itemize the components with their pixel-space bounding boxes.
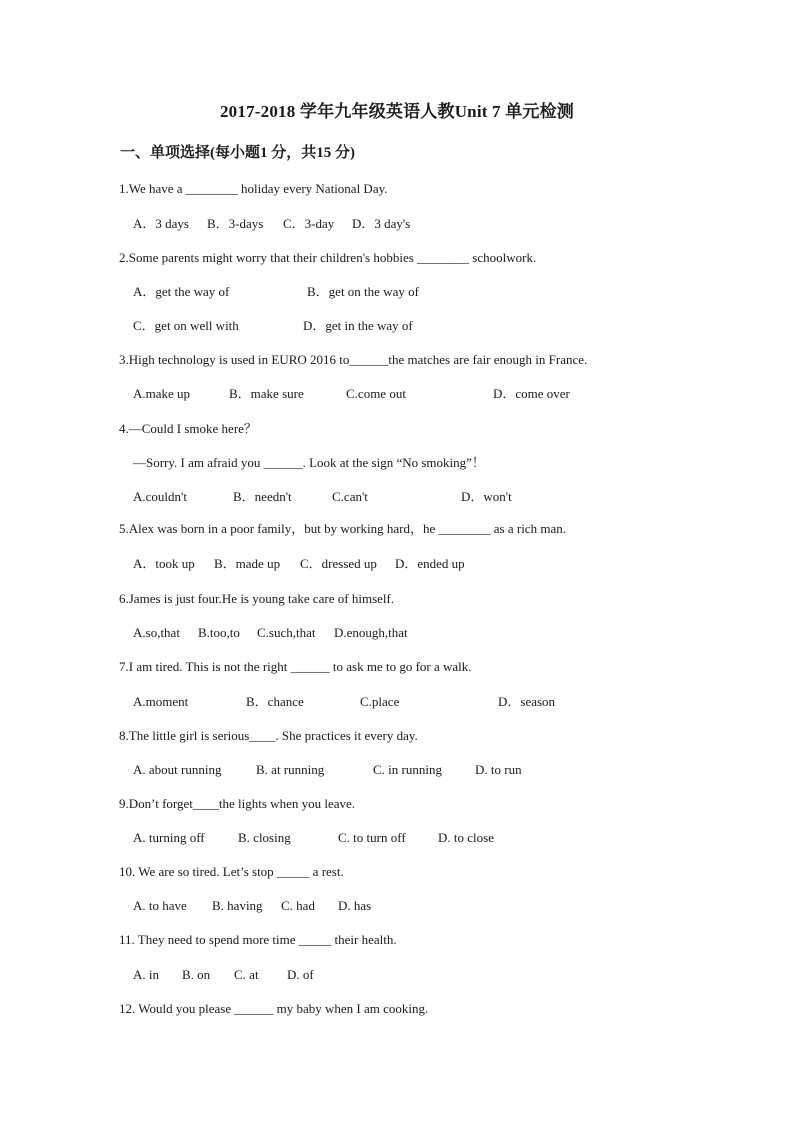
question-2-option-c: C．get on well with xyxy=(133,318,239,333)
question-2-option-b: B．get on the way of xyxy=(307,284,419,299)
question-8-option-d: D. to run xyxy=(475,762,522,777)
question-11-option-d: D. of xyxy=(287,967,314,982)
question-12-stem: 12. Would you please ______ my baby when I am cooking. xyxy=(119,1001,429,1016)
question-3-option-c: C.come out xyxy=(346,386,406,401)
question-4-option-b: B．needn't xyxy=(233,489,292,504)
question-5-option-b: B．made up xyxy=(214,556,281,571)
question-6-option-d: D.enough,that xyxy=(334,625,408,640)
question-5-option-a: A．took up xyxy=(133,556,195,571)
page-title: 2017-2018 学年九年级英语人教Unit 7 单元检测 xyxy=(219,102,575,121)
question-2-option-d: D．get in the way of xyxy=(303,318,413,333)
question-4-option-c: C.can't xyxy=(332,489,368,504)
question-11-stem: 11. They need to spend more time _____ their health. xyxy=(119,932,397,947)
question-1-option-d: D．3 day's xyxy=(352,216,411,231)
question-11-option-c: C. at xyxy=(234,967,259,982)
question-7-option-d: D．season xyxy=(498,694,556,709)
question-7-option-a: A.moment xyxy=(133,694,189,709)
question-10-option-d: D. has xyxy=(338,898,372,913)
question-9-stem: 9.Don’t forget____the lights when you leave. xyxy=(119,796,356,811)
question-5-option-d: D．ended up xyxy=(395,556,465,571)
question-10-option-c: C. had xyxy=(281,898,315,913)
question-11-option-b: B. on xyxy=(182,967,211,982)
question-2-option-a: A．get the way of xyxy=(133,284,230,299)
question-7-stem: 7.I am tired. This is not the right ______ to ask me to go for a walk. xyxy=(119,659,472,674)
question-3-option-d: D．come over xyxy=(493,386,570,401)
question-7-option-b: B．chance xyxy=(246,694,304,709)
question-10-option-a: A. to have xyxy=(133,898,187,913)
question-9-option-a: A. turning off xyxy=(133,830,205,845)
question-1-option-b: B．3-days xyxy=(207,216,264,231)
question-6-option-c: C.such,that xyxy=(257,625,316,640)
question-4-option-d: D．won't xyxy=(461,489,512,504)
section-heading: 一、单项选择(每小题1 分，共15 分) xyxy=(120,145,355,161)
question-8-stem: 8.The little girl is serious____. She practices it every day. xyxy=(119,728,418,743)
question-10-option-b: B. having xyxy=(212,898,263,913)
question-6-option-b: B.too,to xyxy=(198,625,240,640)
question-10-stem: 10. We are so tired. Let’s stop _____ a rest. xyxy=(119,864,344,879)
question-9-option-c: C. to turn off xyxy=(338,830,406,845)
question-6-option-a: A.so,that xyxy=(133,625,180,640)
question-2-stem: 2.Some parents might worry that their children's hobbies ________ schoolwork. xyxy=(119,250,537,265)
question-9-option-b: B. closing xyxy=(238,830,291,845)
question-1-option-a: A．3 days xyxy=(133,216,189,231)
question-9-option-d: D. to close xyxy=(438,830,494,845)
question-4-response: —Sorry. I am afraid you ______. Look at the sign “No smoking”！ xyxy=(133,455,485,470)
question-11-option-a: A. in xyxy=(133,967,159,982)
question-5-stem: 5.Alex was born in a poor family，but by working hard，he ________ as a rich man. xyxy=(119,521,566,536)
question-3-option-a: A.make up xyxy=(133,386,191,401)
question-4-stem: 4.—Could I smoke here？ xyxy=(119,421,257,436)
question-8-option-a: A. about running xyxy=(133,762,222,777)
question-3-stem: 3.High technology is used in EURO 2016 to______the matches are fair enough in France. xyxy=(119,352,588,367)
question-3-option-b: B．make sure xyxy=(229,386,304,401)
question-6-stem: 6.James is just four.He is young take care of himself. xyxy=(119,591,395,606)
question-1-stem: 1.We have a ________ holiday every National Day. xyxy=(119,181,388,196)
question-7-option-c: C.place xyxy=(360,694,400,709)
question-5-option-c: C．dressed up xyxy=(300,556,377,571)
question-8-option-b: B. at running xyxy=(256,762,325,777)
question-4-option-a: A.couldn't xyxy=(133,489,187,504)
question-8-option-c: C. in running xyxy=(373,762,442,777)
question-1-option-c: C．3-day xyxy=(283,216,335,231)
